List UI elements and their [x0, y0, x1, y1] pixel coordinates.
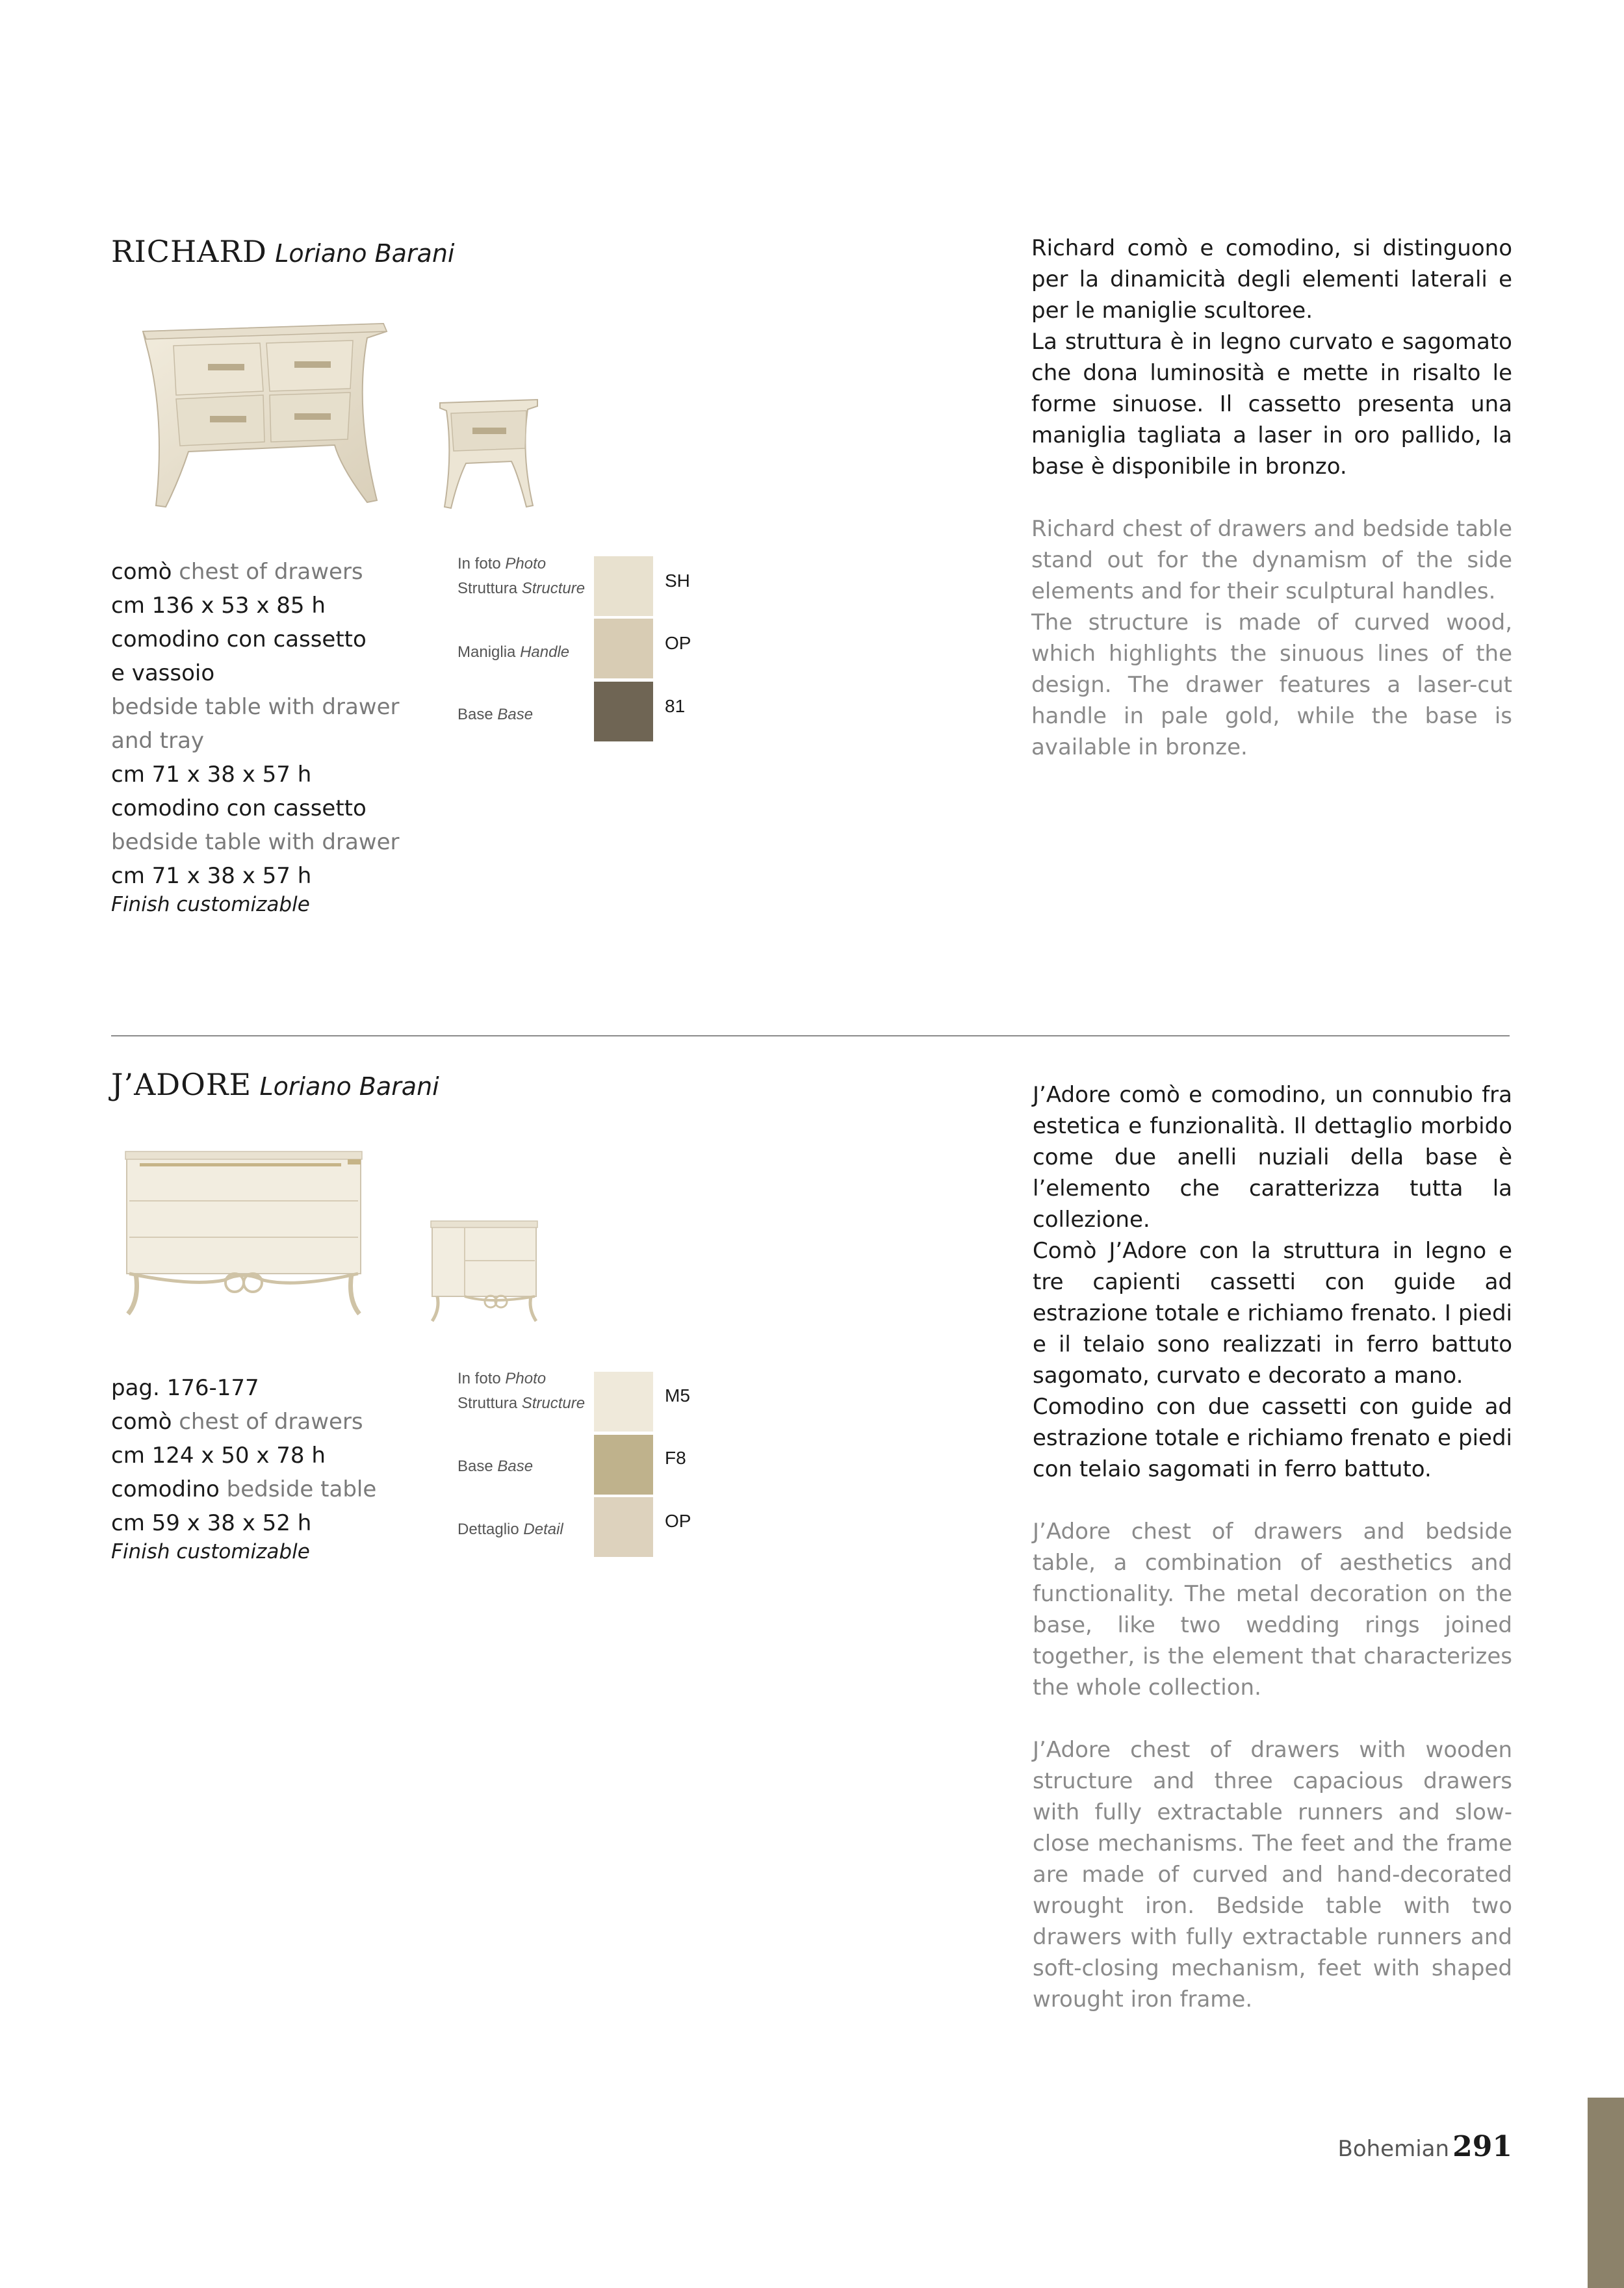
footer-collection: Bohemian [1337, 2136, 1450, 2162]
richard-finish-label-structure: Struttura Structure [458, 580, 586, 597]
page-number: 291 [1452, 2130, 1512, 2163]
jadore-code-detail: OP [665, 1511, 691, 1531]
richard-specs [111, 555, 400, 916]
richard-finish-label-handle: Maniglia Handle [458, 643, 570, 661]
jadore-spec-como: comò chest of drawers [111, 1409, 363, 1435]
richard-spec-bed1-en-a: bedside table with drawer [111, 694, 400, 720]
richard-author: Loriano Barani [275, 239, 455, 268]
richard-spec-bed2-en: bedside table with drawer [111, 829, 400, 855]
richard-swatch-structure [594, 556, 653, 616]
richard-desc-en-1: Richard chest of drawers and bedside table stand out for the dynamism of the side elements and for their sculptural handles. [1031, 516, 1512, 604]
richard-bedside-image [437, 396, 541, 510]
richard-swatch-handle [594, 619, 653, 678]
richard-code-base: 81 [665, 696, 686, 716]
richard-finish-label-base: Base Base [458, 706, 534, 723]
jadore-swatch-base [594, 1435, 653, 1495]
jadore-code-structure: M5 [665, 1385, 690, 1406]
richard-code-handle: OP [665, 633, 691, 653]
jadore-desc-it-3: Comodino con due cassetti con guide ad estrazione totale e richiamo frenato e piedi con telaio sagomati in ferro battuto. [1033, 1394, 1512, 1482]
jadore-swatch-detail [594, 1497, 653, 1557]
jadore-chest-image [120, 1144, 367, 1326]
richard-chest-image [133, 318, 393, 513]
richard-swatch-base [594, 682, 653, 741]
richard-spec-bed2-dim: cm 71 x 38 x 57 h [111, 863, 312, 889]
jadore-desc-en-2: J’Adore chest of drawers with wooden structure and three capacious drawers with fully extractable runners and slow-close mechanisms. The feet and the frame are made of curved and hand-decorated wrought iron. Bedside table with two drawers with fully extractable runners and soft-closing mechanism, feet with shaped wrought iron frame. [1033, 1737, 1512, 2012]
richard-name: RICHARD [111, 234, 267, 269]
richard-finish-label-photo: In foto Photo [458, 555, 547, 572]
jadore-spec-page: pag. 176-177 [111, 1375, 259, 1401]
richard-spec-bed1-en-b: and tray [111, 728, 205, 754]
richard-description [1031, 233, 1512, 763]
richard-spec-bed1-dim: cm 71 x 38 x 57 h [111, 762, 312, 788]
jadore-desc-it-1: J’Adore comò e comodino, un connubio fra estetica e funzionalità. Il dettaglio morbido come due anelli nuziali della base è l’elemento che caratterizza tutta la collezione. [1033, 1082, 1512, 1233]
jadore-bedside-image [426, 1218, 543, 1329]
richard-desc-it-2: La struttura è in legno curvato e sagomato che dona luminosità e mette in risalto le forme sinuose. Il cassetto presenta una maniglia tagliata a laser in oro pallido, la base è disponibile in bronzo. [1031, 329, 1512, 480]
jadore-finish-label-structure: Struttura Structure [458, 1395, 586, 1412]
richard-spec-bed2-it: comodino con cassetto [111, 795, 367, 821]
richard-desc-en-2: The structure is made of curved wood, which highlights the sinuous lines of the design. The drawer features a laser-cut handle in pale gold, while the base is available in bronze. [1031, 610, 1512, 760]
jadore-author: Loriano Barani [259, 1072, 439, 1101]
section-divider [111, 1035, 1510, 1036]
jadore-finish-label-base: Base Base [458, 1458, 534, 1475]
jadore-name: J’ADORE [111, 1067, 252, 1102]
richard-spec-bed1-it-b: e vassoio [111, 660, 215, 686]
jadore-spec-bed: comodino bedside table [111, 1476, 377, 1502]
jadore-finish-label-detail: Dettaglio Detail [458, 1521, 563, 1538]
edge-tab [1588, 2098, 1624, 2288]
richard-spec-como: comò chest of drawers [111, 559, 363, 585]
jadore-desc-en-1: J’Adore chest of drawers and bedside table, a combination of aesthetics and functionality. The metal decoration on the base, like two wedding rings joined together, is the element that characterizes the whole collection. [1033, 1519, 1512, 1701]
jadore-finish-note: Finish customizable [111, 1540, 310, 1563]
richard-title [111, 234, 454, 269]
richard-code-structure: SH [665, 571, 690, 591]
jadore-desc-it-2: Comò J’Adore con la struttura in legno e tre capienti cassetti con guide ad estrazione totale e richiamo frenato. I piedi e il telaio sono realizzati in ferro battuto sagomato, curvato e decorato a mano. [1033, 1238, 1512, 1389]
jadore-title [111, 1067, 439, 1102]
jadore-specs [111, 1371, 376, 1563]
richard-spec-como-dim: cm 136 x 53 x 85 h [111, 593, 326, 619]
richard-spec-bed1-it-a: comodino con cassetto [111, 626, 367, 652]
jadore-code-base: F8 [665, 1448, 686, 1468]
page-footer [1338, 2130, 1513, 2163]
jadore-spec-como-dim: cm 124 x 50 x 78 h [111, 1443, 326, 1469]
jadore-description [1033, 1079, 1512, 2015]
jadore-swatch-structure [594, 1372, 653, 1432]
jadore-finish-label-photo: In foto Photo [458, 1370, 547, 1387]
jadore-spec-bed-dim: cm 59 x 38 x 52 h [111, 1510, 312, 1536]
richard-desc-it-1: Richard comò e comodino, si distinguono per la dinamicità degli elementi laterali e per le maniglie scultoree. [1031, 235, 1512, 324]
richard-finish-note: Finish customizable [111, 893, 310, 916]
